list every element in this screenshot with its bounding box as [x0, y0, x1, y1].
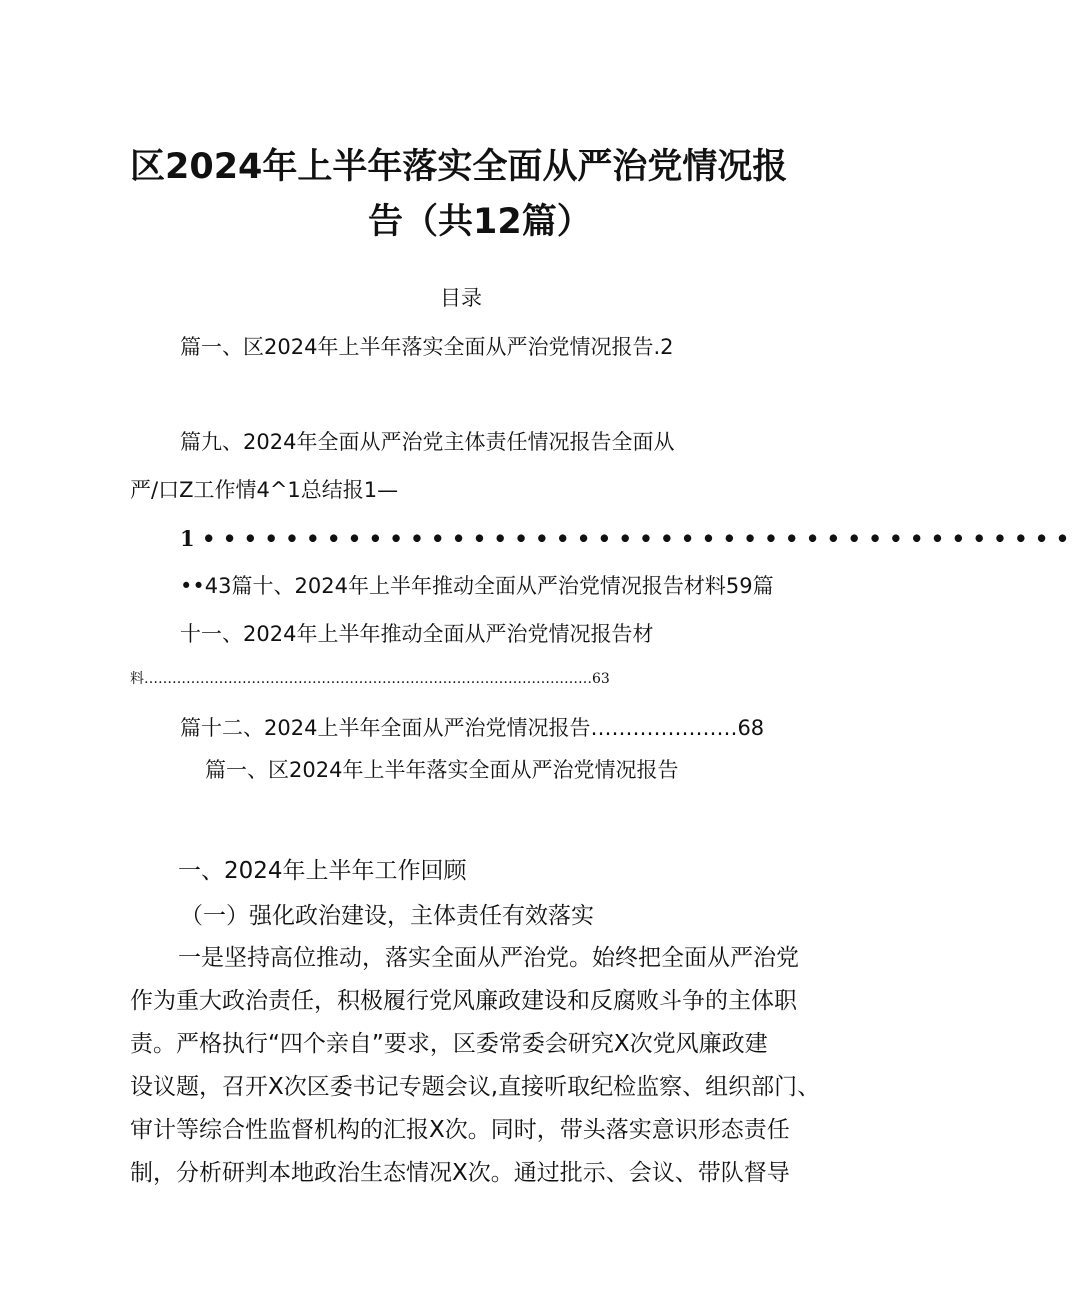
toc-entry-12[interactable]: 篇十二、2024上半年全面从严治党情况报告…………………68	[180, 716, 765, 740]
section-title: 篇一、区2024年上半年落实全面从严治党情况报告	[205, 758, 679, 782]
toc-entry-11-line-2[interactable]: 料……………………………………………………………………………………63	[130, 671, 610, 687]
heading-level-2: （一）强化政治建设，主体责任有效落实	[180, 903, 594, 929]
paragraph-line-6: 制，分析研判本地政治生态情况X次。通过批示、会议、带队督导	[130, 1160, 790, 1186]
toc-heading: 目录	[440, 286, 482, 310]
toc-entry-10[interactable]: ••43篇十、2024年上半年推动全面从严治党情况报告材料59篇	[180, 574, 774, 598]
paragraph-line-1: 一是坚持高位推动，落实全面从严治党。始终把全面从严治党	[178, 945, 799, 971]
heading-level-1: 一、2024年上半年工作回顾	[178, 858, 467, 884]
toc-entry-9-dot-leader: 1••••••••••••••••••••••••••••••••••••••••••	[180, 526, 1077, 551]
document-title-line-2: 告（共12篇）	[368, 202, 592, 242]
paragraph-line-2: 作为重大政治责任，积极履行党风廉政建设和反腐败斗争的主体职	[130, 988, 797, 1014]
toc-entry-1[interactable]: 篇一、区2024年上半年落实全面从严治党情况报告.2	[180, 335, 674, 359]
toc-entry-11-line-1[interactable]: 十一、2024年上半年推动全面从严治党情况报告材	[180, 622, 654, 646]
toc-entry-9-line-2[interactable]: 严/口Z工作情4^1总结报1—	[130, 478, 399, 502]
paragraph-line-3: 责。严格执行“四个亲自”要求，区委常委会研究X次党风廉政建	[130, 1031, 768, 1057]
toc-entry-9-line-1[interactable]: 篇九、2024年全面从严治党主体责任情况报告全面从	[180, 430, 675, 454]
paragraph-line-4: 设议题，召开X次区委书记专题会议,直接听取纪检监察、组织部门、	[130, 1074, 821, 1100]
document-title-line-1: 区2024年上半年落实全面从严治党情况报	[130, 147, 788, 187]
paragraph-line-5: 审计等综合性监督机构的汇报X次。同时，带头落实意识形态责任	[130, 1117, 790, 1143]
